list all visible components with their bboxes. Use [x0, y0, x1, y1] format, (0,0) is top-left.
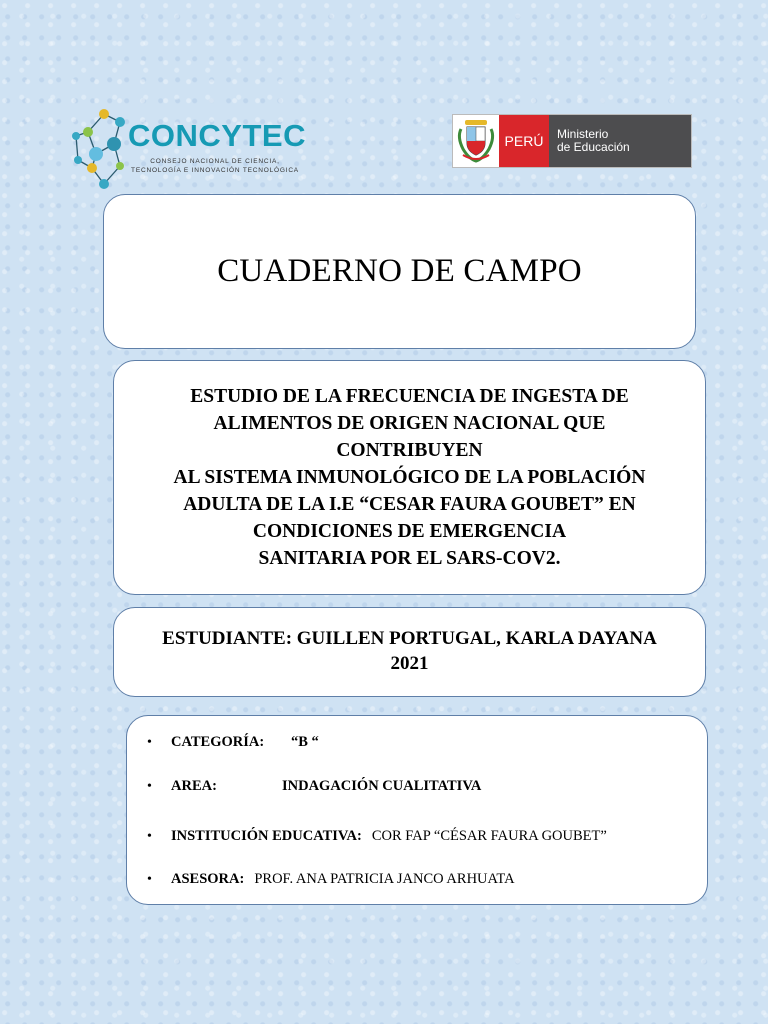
concytec-wordmark: CONCYTEC — [128, 118, 306, 153]
bullet-icon: • — [147, 872, 152, 887]
bullet-icon: • — [147, 829, 152, 844]
student-name: ESTUDIANTE: GUILLEN PORTUGAL, KARLA DAYANA — [162, 628, 657, 649]
bullet-icon: • — [147, 779, 152, 794]
concytec-logo — [70, 104, 306, 192]
student-box — [113, 607, 706, 697]
concytec-subtitle — [130, 157, 300, 175]
category-value: “B “ — [291, 734, 319, 750]
study-title-line: SANITARIA POR EL SARS-COV2. — [258, 548, 561, 569]
study-title-line: ADULTA DE LA I.E “CESAR FAURA GOUBET” EN — [183, 494, 636, 515]
study-title — [174, 383, 646, 572]
network-molecule-icon — [70, 104, 130, 192]
study-title-line: AL SISTEMA INMUNOLÓGICO DE LA POBLACIÓN — [173, 467, 646, 488]
advisor-label: ASESORA: — [171, 871, 245, 887]
study-title-line: ALIMENTOS DE ORIGEN NACIONAL QUE — [213, 413, 606, 434]
institution-value: COR FAP “CÉSAR FAURA GOUBET” — [371, 828, 607, 844]
area-value: INDAGACIÓN CUALITATIVA — [282, 778, 482, 794]
title-box — [103, 194, 696, 349]
study-title-box — [113, 360, 706, 595]
student-year: 2021 — [390, 653, 429, 674]
info-item-advisor — [147, 871, 515, 888]
ministry-label — [549, 115, 691, 167]
ministry-line1: Ministerio — [557, 127, 609, 141]
info-item-category — [147, 734, 319, 751]
study-title-line: CONTRIBUYEN — [336, 440, 483, 461]
advisor-value: PROF. ANA PATRICIA JANCO ARHUATA — [254, 871, 515, 887]
area-label: AREA: — [171, 778, 217, 794]
institution-label: INSTITUCIÓN EDUCATIVA: — [171, 828, 362, 844]
minedu-logo — [452, 114, 692, 168]
concytec-subtitle-line1: CONSEJO NACIONAL DE CIENCIA, — [150, 158, 280, 165]
study-title-line: ESTUDIO DE LA FRECUENCIA DE INGESTA DE — [190, 386, 629, 407]
ministry-line2: de Educación — [557, 140, 630, 154]
concytec-subtitle-line2: TECNOLOGÍA E INNOVACIÓN TECNOLÓGICA — [131, 167, 299, 174]
bullet-icon: • — [147, 735, 152, 750]
info-box — [126, 715, 708, 905]
study-title-line: CONDICIONES DE EMERGENCIA — [252, 521, 567, 542]
peru-label: PERÚ — [499, 115, 549, 167]
category-label: CATEGORÍA: — [171, 734, 265, 750]
page-title: CUADERNO DE CAMPO — [217, 253, 582, 289]
info-item-institution — [147, 828, 607, 845]
info-item-area — [147, 778, 482, 795]
peru-coat-of-arms-icon — [453, 115, 499, 165]
